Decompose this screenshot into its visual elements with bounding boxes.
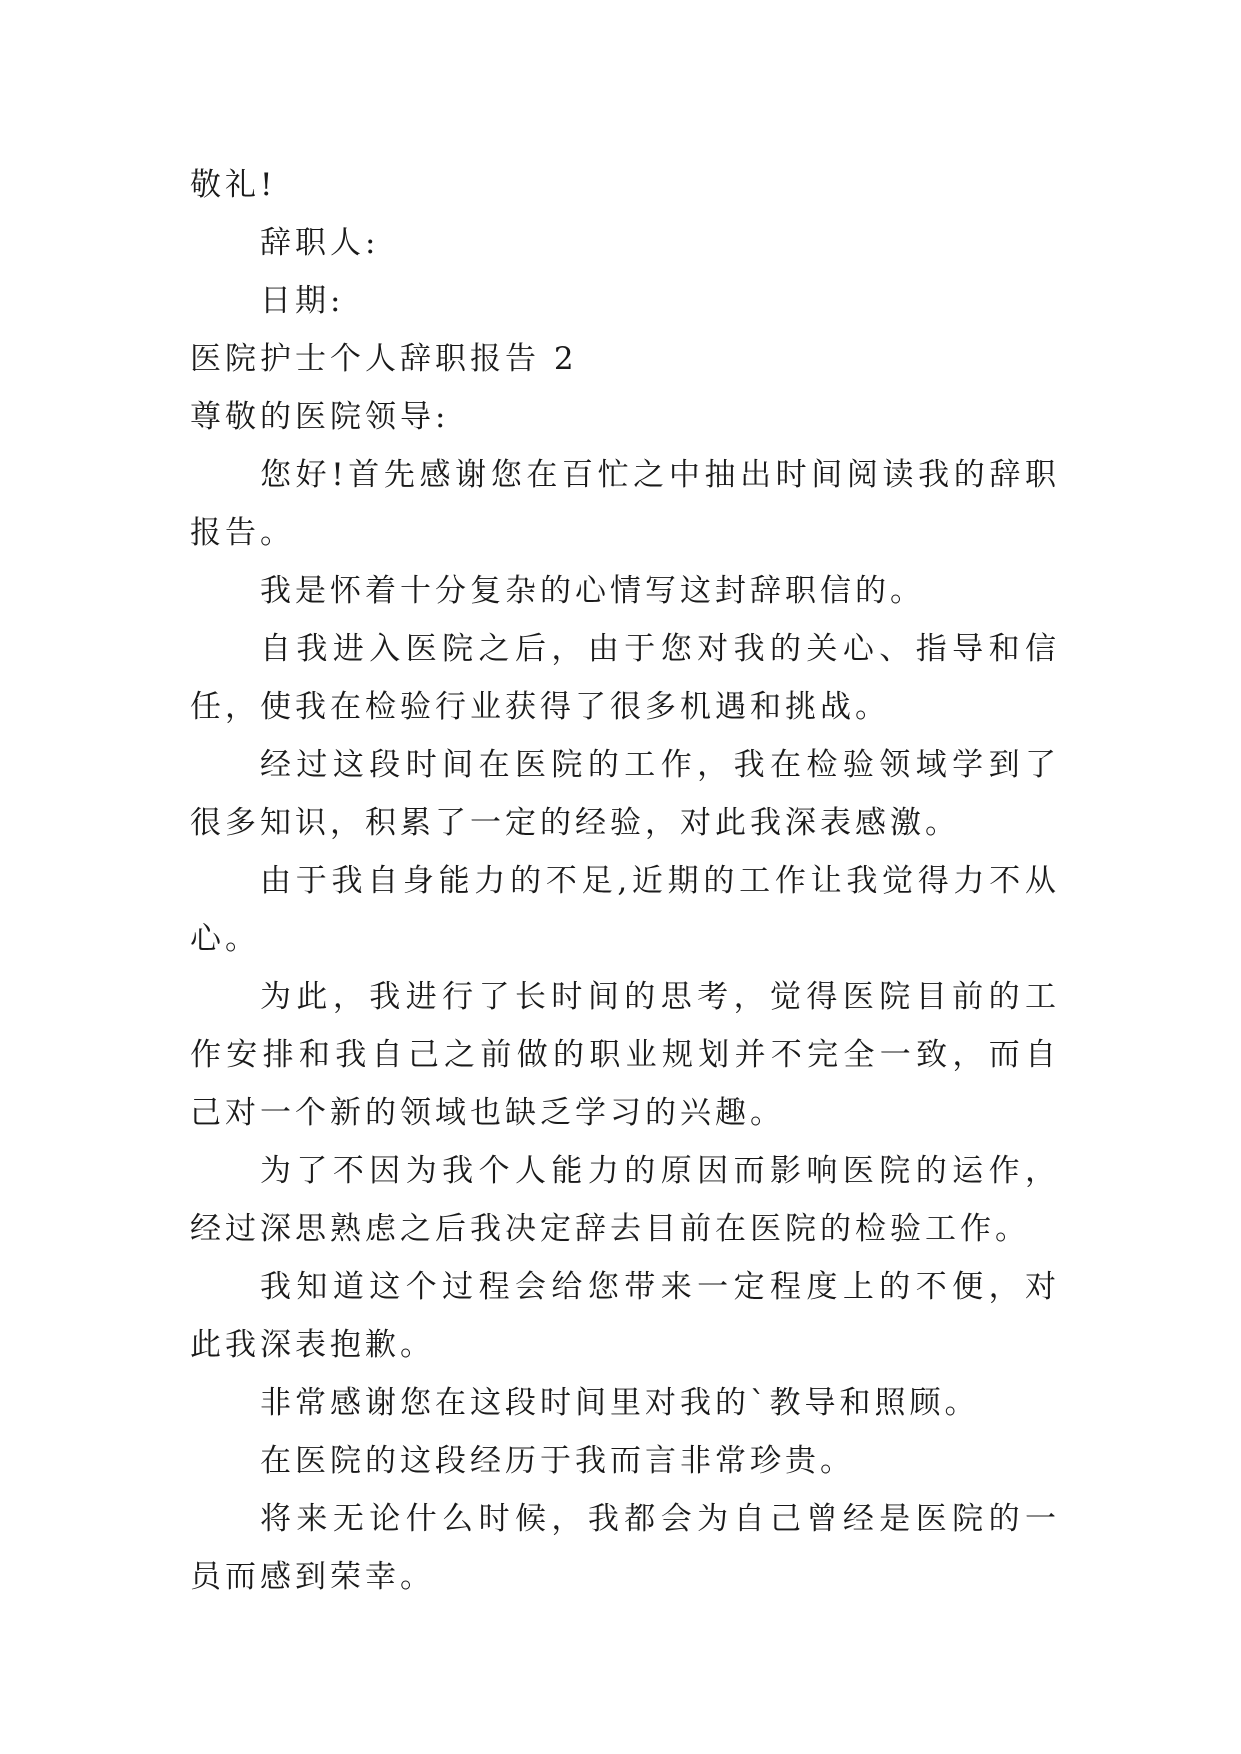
paragraph: 经过这段时间在医院的工作，我在检验领域学到了很多知识，积累了一定的经验，对此我深表感激。 [190, 747, 1060, 841]
report-title: 医院护士个人辞职报告 2 [190, 341, 578, 377]
document-body [190, 156, 1060, 1606]
paragraph: 在医院的这段经历于我而言非常珍贵。 [260, 1443, 855, 1479]
signer-label: 辞职人: [260, 225, 380, 261]
paragraph: 为了不因为我个人能力的原因而影响医院的运作，经过深思熟虑之后我决定辞去目前在医院的检验工作。 [190, 1153, 1060, 1247]
paragraph: 由于我自身能力的不足,近期的工作让我觉得力不从心。 [190, 863, 1060, 957]
paragraph: 将来无论什么时候，我都会为自己曾经是医院的一员而感到荣幸。 [190, 1501, 1060, 1595]
date-label: 日期: [260, 283, 345, 319]
paragraph: 自我进入医院之后，由于您对我的关心、指导和信任，使我在检验行业获得了很多机遇和挑战。 [190, 631, 1060, 725]
paragraph: 我知道这个过程会给您带来一定程度上的不便，对此我深表抱歉。 [190, 1269, 1060, 1363]
report-greeting: 尊敬的医院领导: [190, 399, 450, 435]
paragraph: 您好!首先感谢您在百忙之中抽出时间阅读我的辞职报告。 [190, 457, 1060, 551]
paragraph: 非常感谢您在这段时间里对我的`教导和照顾。 [260, 1385, 980, 1421]
paragraph: 我是怀着十分复杂的心情写这封辞职信的。 [260, 573, 925, 609]
paragraph: 为此，我进行了长时间的思考，觉得医院目前的工作安排和我自己之前做的职业规划并不完全一致，而自己对一个新的领域也缺乏学习的兴趣。 [190, 979, 1060, 1131]
closing-salute: 敬礼! [190, 167, 277, 203]
